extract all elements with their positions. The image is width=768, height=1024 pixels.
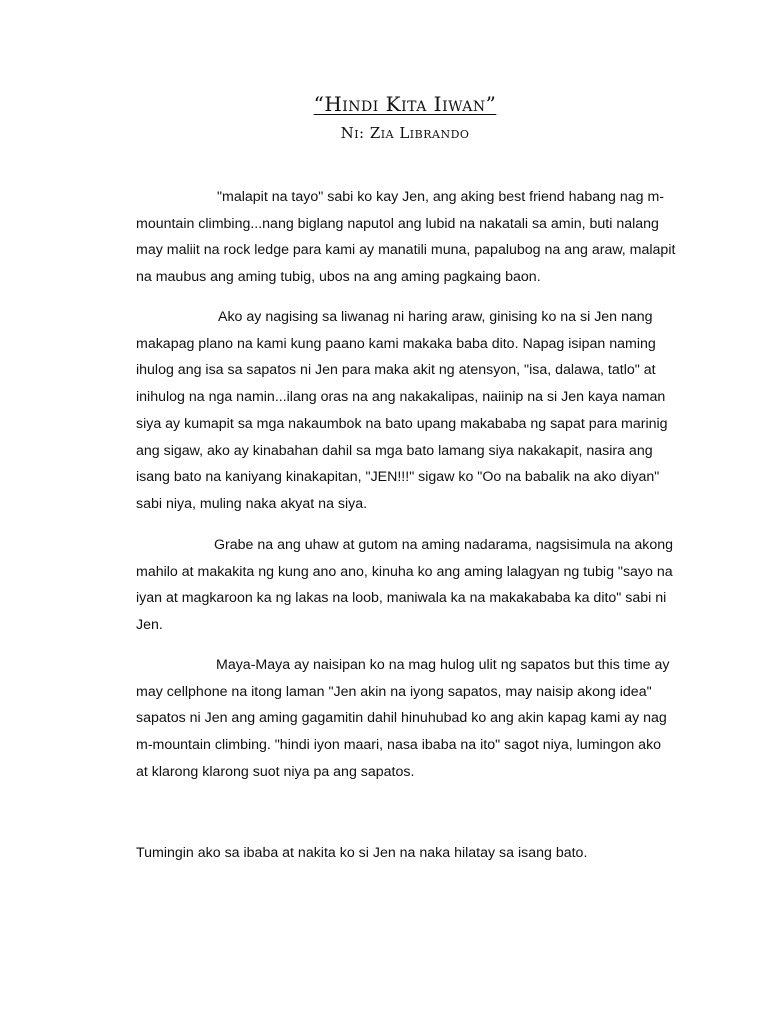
paragraph-4: Maya-Maya ay naisipan ko na mag hulog ulit ng sapatos but this time ay may cellphone na itong laman "Jen akin na iyong sapatos, may naisip akong idea" sapatos ni Jen ang aming gagamitin dahil hinuhubad ko ang akin kapag kami ay nag m-mountain climbing. "hindi iyon maari, nasa ibaba na ito" sagot niya, lumingon ako at klarong klarong suot niya pa ang sapatos. (136, 657, 670, 780)
paragraph-2: Ako ay nagising sa liwanag ni haring araw, ginising ko na si Jen nang makapag plano na kami kung paano kami makaka baba dito. Napag isipan naming ihulog ang isa sa sapatos ni Jen para maka akit ng atensyon, "isa, dalawa, tatlo" at inihulog na nga namin...ilang oras na ang nakakalipas, naiinip na si Jen kaya naman siya ay kumapit sa mga nakaumbok na bato upang makababa ng sapat para marinig ang sigaw, ako ay kinabahan dahil sa mga bato lamang siya nakakapit, nasira ang isang bato na kaniyang kinakapitan, "JEN!!!" sigaw ko "Oo na babalik na ako diyan" sabi niya, muling naka akyat na siya. (136, 309, 668, 512)
story-title: “Hindi Kita Iiwan” (313, 92, 497, 116)
paragraph-5: Tumingin ako sa ibaba at nakita ko si Jen na naka hilatay sa isang bato. (136, 845, 588, 861)
paragraph-1: "malapit na tayo" sabi ko kay Jen, ang aking best friend habang nag m-mountain climbing...nang biglang naputol ang lubid na nakatali sa amin, buti nalang may maliit na rock ledge para kami ay manatili muna, papalubog na ang araw, malapit na maubus ang aming tubig, ubos na ang aming pagkaing baon. (136, 189, 676, 286)
paragraph-3: Grabe na ang uhaw at gutom na aming nadarama, nagsisimula na akong mahilo at makakita ng kung ano ano, kinuha ko ang aming lalagyan ng tubig "sayo na iyan at magkaroon ka ng lakas na loob, maniwala ka na makakababa ka dito" sabi ni Jen. (136, 537, 674, 634)
story-author: Ni: Zia Librando (340, 124, 470, 142)
